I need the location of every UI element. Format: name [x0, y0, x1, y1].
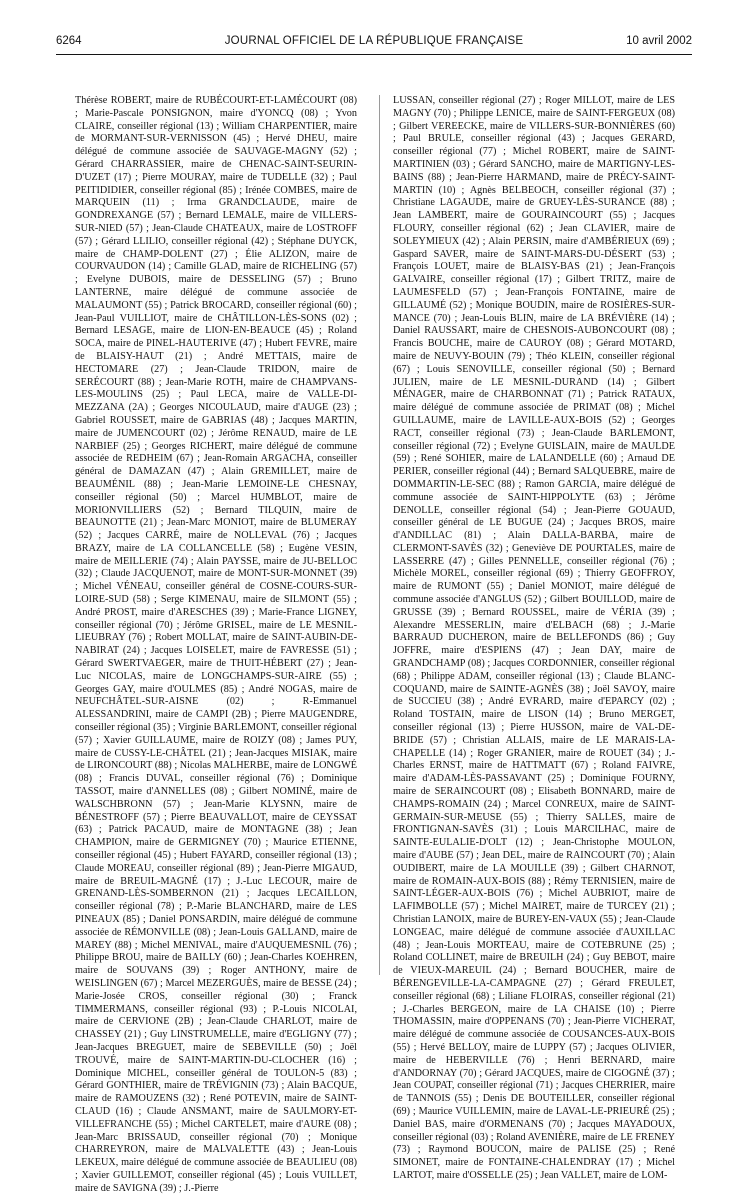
text-column-right: [393, 95, 675, 1181]
journal-title: JOURNAL OFFICIEL DE LA RÉPUBLIQUE FRANÇAISE: [224, 35, 524, 47]
header-rule: [56, 54, 692, 55]
text-column-left: [75, 95, 357, 1194]
page-number: 6264: [56, 35, 82, 47]
issue-date: 10 avril 2002: [626, 35, 692, 47]
column-left-text: Thérèse ROBERT, maire de RUBÉCOURT-ET-LAMÉCOURT (08) ; Marie-Pascale PONSIGNON, maire d'YONCQ (08) ; Yvon CLAIRE, conseiller régional (13) ; William CHARPENTIER, maire de MORMANT-SUR-VERNISSON (45) ; Hervé DHEU, maire délégué de commune associée de SAUVAGE-MAGNY (52) ; Gérard CHARRASSIER, maire de CHENAC-SAINT-SEURIN-D'UZET (17) ; Pierre MOURAY, maire de TUDELLE (32) ; Paul PEITIDIDIER, conseiller régional (85) ; Irénée COMBES, maire de MARQUEIN (11) ; Irma GRANDCLAUDE, maire de GONDREXANGE (57) ; Bernard LEMALE, maire de VILLERS-SUR-NIED (57) ; Jean-Claude CHATEAUX, maire de LOSTROFF (57) ; Gérard LLILIO, conseiller régional (42) ; Stéphane DUYCK, maire de CHAMP-DOLENT (27) ; Élie ALIZON, maire de COURVAUDON (14) ; Camille GLAD, maire de RICHELING (57) ; Evelyne DUBOIS, maire de DESSELING (57) ; Bruno LANTERNE, maire délégué de commune associée de MALAUMONT (55) ; Patrick BROCARD, conseiller régional (60) ; Jean-Paul VUILLIOT, maire de CHÂTILLON-LÈS-SONS (02) ; Bernard LESAGE, maire de LION-EN-BEAUCE (45) ; Roland SOCA, maire de PINEL-HAUTERIVE (47) ; Hubert FEVRE, maire de BLAISY-HAUT (21) ; André METTAIS, maire de HECTOMARE (27) ; Jean-Claude TRIDON, maire de SERÉCOURT (88) ; Jean-Marie ROTH, maire de CHAMPVANS-LES-MOULINS (25) ; Paul LECA, maire de VALLE-DI-MEZZANA (2A) ; Georges NICOULAUD, maire d'AUGE (23) ; Gabriel ROUSSET, maire de GABRIAS (48) ; Jacques MARTIN, maire de JUMENCOURT (02) ; Jérôme RENAUD, maire de LE NARBIEF (25) ; Georges RICHERT, maire délégué de commune associée de REDHEIM (67) ; Jean-Romain ARGACHA, conseiller général de DAMAZAN (47) ; Alain GREMILLET, maire de BEAUMÉNIL (88) ; Jean-Marie LEMOINE-LE CHESNAY, conseiller régional (50) ; Marcel HUMBLOT, maire de MORIONVILLIERS (52) ; Bernard TILQUIN, maire de BEAUNOTTE (21) ; Jean-Marc MONIOT, maire de BLUMERAY (52) ; Jacques CARRÉ, maire de NOLLEVAL (76) ; Jacques BRAZY, maire de LA COLLANCELLE (58) ; Eugène VESIN, maire de MEILLERIE (74) ; Alain PAYSSE, maire de JU-BELLOC (32) ; Claude JACQUENOT, maire de MONT-SUR-MONNET (39) ; Michel VÉNEAU, conseiller général de COSNE-COURS-SUR-LOIRE-SUD (58) ; Serge KIMENAU, maire de SILMONT (55) ; André PROST, maire d'ARESCHES (39) ; Marie-France LIGNEY, conseiller régional (70) ; Jérôme GRISEL, maire de LE MESNIL-LIEUBRAY (76) ; Robert MOLLAT, maire de SAINT-AUBIN-DE-NABIRAT (24) ; Jacques LOISELET, maire de FAVRESSE (51) ; Gérard SWERTVAEGER, maire de THUIT-HÉBERT (27) ; Jean-Luc NICOLAS, maire de LONGCHAMPS-SUR-AIRE (55) ; Georges GAY, maire d'OULMES (85) ; André NOGAS, maire de NEUFCHÂTEL-SUR-AISNE (02) ; R-Emmanuel ALESSANDRINI, maire de CAMPI (2B) ; Pierre MAUGENDRE, conseiller régional (35) ; Virginie BARLEMONT, conseiller régional (57) ; Xavier GUILLAUME, maire de ROIZY (08) ; James PUY, maire de CUSSY-LE-CHÂTEL (21) ; Jean-Jacques MISIAK, maire de LIRONCOURT (88) ; Nicolas MALHERBE, maire de LONGWÉ (08) ; Francis DUVAL, conseiller régional (76) ; Dominique TASSOT, maire d'ANNELLES (08) ; Gilbert NOMINÉ, maire de WALSCHBRONN (57) ; Jean-Marie KLYSNN, maire de BÉNESTROFF (57) ; Pierre BEAUVALLOT, maire de CEYSSAT (63) ; Patrick PACAUD, maire de MONTAGNE (38) ; Jean CHAMPION, maire de GERMIGNEY (70) ; Maurice ETIENNE, conseiller régional (45) ; Hubert FAYARD, conseiller régional (13) ; Claude MOREAU, conseiller régional (89) ; Jean-Pierre MIGAUD, maire de BREUIL-MAGNÉ (17) ; J.-Luc LECOUR, maire de GRENAND-LÈS-SOMBERNON (21) ; Jacques LECAILLON, conseiller régional (78) ; P.-Marie BLANCHARD, maire de LES PINEAUX (85) ; Daniel PONSARDIN, maire délégué de commune associée de RÉMONVILLE (08) ; Jean-Louis GALLAND, maire de MAREY (88) ; Michel MENIVAL, maire d'AUQUEMESNIL (76) ; Philippe BROU, maire de BAILLY (60) ; Jean-Charles KOEHREN, maire de SOUVANS (39) ; Roger ANTHONY, maire de WEISLINGEN (67) ; Marcel MEZERGUÈS, maire de BESSE (24) ; Marie-Josée CROS, conseiller régional (30) ; Franck TIMMERMANS, conseiller régional (93) ; P.-Louis NICOLAI, maire de CERVIONE (2B) ; Jean-Claude CHARLOT, maire de CHASSEY (21) ; Guy LINSTRUMELLE, maire d'EGLIGNY (77) ; Jean-Jacques BREGUET, maire de SEBEVILLE (50) ; Joël TROUVÉ, maire de SAINT-MARTIN-DU-CLOCHER (16) ; Dominique MICHEL, conseiller général de TOULON-5 (83) ; Gérard GONTHIER, maire de TRÉVIGNIN (73) ; Alain BACQUE, maire de RAMOUZENS (32) ; René POTEVIN, maire de SAINT-CLAUD (16) ; Claude ANSMANT, maire de SAULMORY-ET-VILLEFRANCHE (55) ; Michel CARTELET, maire d'AURE (08) ; Jean-Marc BRISSAUD, conseiller régional (70) ; Monique CHARREYRON, maire de MALVALETTE (43) ; Jean-Louis LEKEUX, maire délégué de commune associée de BEAULIEU (08) ; Xavier GUILLEMOT, conseiller régional (45) ; Louis VUILLET, maire de SAVIGNA (39) ; J.-Pierre: [75, 95, 357, 1194]
column-right-text: LUSSAN, conseiller régional (27) ; Roger MILLOT, maire de LES MAGNY (70) ; Philippe LENICE, maire de SAINT-FERGEUX (08) ; Gilbert VEREECKE, maire de VILLERS-SUR-BONNIÈRES (60) ; Paul BRULE, conseiller régional (43) ; Jacques GERARD, conseiller régional (77) ; Michel ROBERT, maire de SAINT-MARTINIEN (03) ; Gérard SANCHO, maire de MARTIGNY-LES-BAINS (88) ; Jean-Pierre HARMAND, maire de PRÉCY-SAINT-MARTIN (10) ; Agnès BELBEOCH, conseiller régional (37) ; Christiane LAGAUDE, maire de GRUEY-LÈS-SURANCE (88) ; Jean LAMBERT, maire de GOURAINCOURT (55) ; Jacques FLOURY, conseiller régional (62) ; Jean CLAVIER, maire de SOLEYMIEUX (42) ; Alain PERSIN, maire d'AMBÉRIEUX (69) ; Gaspard SAVER, maire de SAINT-MARS-DU-DÉSERT (53) ; François LOUET, maire de BLAISY-BAS (21) ; Jean-François GALVAIRE, conseiller régional (17) ; Gilbert TRITZ, maire de LAUMESFELD (57) ; Jean-François FONTAINE, maire de GILLAUMÉ (52) ; Monique BOUDIN, maire de ROSIÈRES-SUR-MANCE (70) ; Jean-Louis BLIN, maire de LA BRÉVIÈRE (14) ; Daniel RAUSSART, maire de CHESNOIS-AUBONCOURT (08) ; Francis BOUCHE, maire de CAUROY (08) ; Gérard MOTARD, maire de NEUVY-BOUIN (79) ; Théo KLEIN, conseiller régional (67) ; Louis SENOVILLE, conseiller régional (50) ; Bernard JULIEN, maire de LE MESNIL-DURAND (14) ; Gilbert MÉNAGER, maire de CHARBONNAT (71) ; Patrick RATAUX, maire délégué de commune associée de PRIMAT (08) ; Michel GUILLAUME, maire de LAVILLE-AUX-BOIS (52) ; Georges RACT, conseiller régional (73) ; Jean-Claude BARLEMONT, conseiller régional (72) ; Evelyne GUISLAIN, maire de MAULDE (59) ; René SOHIER, maire de LALANDELLE (60) ; Arnaud DE PERIER, conseiller régional (44) ; Bernard SALQUEBRE, maire de DOMMARTIN-LE-SEC (88) ; Ramon GARCIA, maire délégué de commune associée de SAINT-HIPPOLYTE (63) ; Jérôme DENOLLE, conseiller régional (54) ; Jean-Pierre GOUAUD, conseiller général de LE BUGUE (24) ; Jacques BROS, maire d'ANDILLAC (81) ; Alain DALLA-BARBA, maire de CLERMONT-SAVÈS (32) ; Geneviève DE POURTALES, maire de LASSERRE (47) ; Gilles PENNELLE, conseiller régional (76) ; Michèle MOREL, conseiller régional (69) ; Thierry GEOFFROY, maire de RUMONT (55) ; Daniel MONIOT, maire délégué de commune associée d'ANGLUS (52) ; Gilbert BOUILLOD, maire de GRUSSE (39) ; Bernard ROUSSEL, maire de VÉRIA (39) ; Alexandre MESSERLIN, maire d'ELBACH (68) ; J.-Marie BARRAUD DUCHERON, maire de BELLEFONDS (86) ; Guy JOFFRE, maire d'ESPIENS (47) ; Jean DAY, maire de GRANDCHAMP (08) ; Jacques CORDONNIER, conseiller régional (68) ; Philippe ADAM, conseiller régional (13) ; Claude BLANC-COQUAND, maire de SAINTE-AGNÈS (38) ; Joël SAVOY, maire de SUCCIEU (38) ; André EVRARD, maire d'EPARCY (02) ; Roland TOSTAIN, maire de LISON (14) ; Bruno MERGET, conseiller régional (13) ; Pierre HUSSON, maire de VAL-DE-BRIDE (57) ; Christian ALLAIS, maire de LE MARAIS-LA-CHAPELLE (14) ; Roger GRANIER, maire de ROUET (34) ; J.-Charles ERNST, maire de HATTMATT (67) ; Roland FAIVRE, maire d'ADAM-LÈS-PASSAVANT (25) ; Dominique FOURNY, maire de SERAINCOURT (08) ; Elisabeth BONNARD, maire de CHAMPS-ROMAIN (24) ; Marcel CONREUX, maire de SAINT-GERMAIN-SUR-MEUSE (55) ; Thierry SALLES, maire de FRONTIGNAN-SAVÈS (31) ; Louis MARCILHAC, maire de SAINTE-EULALIE-D'OLT (12) ; Jean-Christophe MOULON, maire d'AUBE (57) ; Jean DEL, maire de RAINCOURT (70) ; Alain OUDIBERT, maire de LA MOUILLE (39) ; Gilbert CHARNOT, maire de ROMAIN-AUX-BOIS (88) ; Rémy TERNISIEN, maire de SAINT-LÉGER-AUX-BOIS (76) ; Michel AUBRIOT, maire de LAFIMBOLLE (57) ; Michel MAIRET, maire de TURCEY (21) ; Christian LANOIX, maire de BUREY-EN-VAUX (55) ; Jean-Claude LONGEAC, maire délégué de commune associée d'AUXILLAC (48) ; Jean-Louis MORTEAU, maire de COTEBRUNE (25) ; Roland COLLINET, maire de BREUILH (24) ; Guy BEBOT, maire de VIEUX-MAREUIL (24) ; Bernard BOUCHER, maire de BÉRENGEVILLE-LA-CAMPAGNE (27) ; Gérard FREULET, conseiller régional (68) ; Liliane FLOIRAS, conseiller régional (21) ; J.-Charles BERGEON, maire de LA CHAISE (10) ; Pierre THOMASSIN, maire d'OPPENANS (70) ; Jean-Pierre VICHERAT, maire délégué de commune associée de COUSANCES-AUX-BOIS (55) ; Hervé BELLOY, maire de LUPPY (57) ; Jacques OLIVIER, maire de HEBERVILLE (76) ; Henri BERNARD, maire d'ANDORNAY (70) ; Gérard JACQUES, maire de CIGOGNÉ (37) ; Jean COUPAT, conseiller régional (71) ; Jacques CHERRIER, maire de TANNOIS (55) ; Denis DE BOUTEILLER, conseiller régional (69) ; Maurice VUILLEMIN, maire de LAVAL-LE-PRIEURÉ (25) ; Daniel BAS, maire d'ORMENANS (70) ; Jacques MAYADOUX, conseiller régional (03) ; Roland AVENIÈRE, maire de LE FRENEY (73) ; Raymond BOUCON, maire de PALISE (25) ; René SIMONET, maire de FONTAINE-CHALENDRAY (17) ; Michel LARTOT, maire d'OSSELLE (25) ; Jean VALLET, maire de LOM-: [393, 95, 675, 1181]
page-header: [56, 30, 692, 52]
column-divider: [379, 95, 380, 975]
